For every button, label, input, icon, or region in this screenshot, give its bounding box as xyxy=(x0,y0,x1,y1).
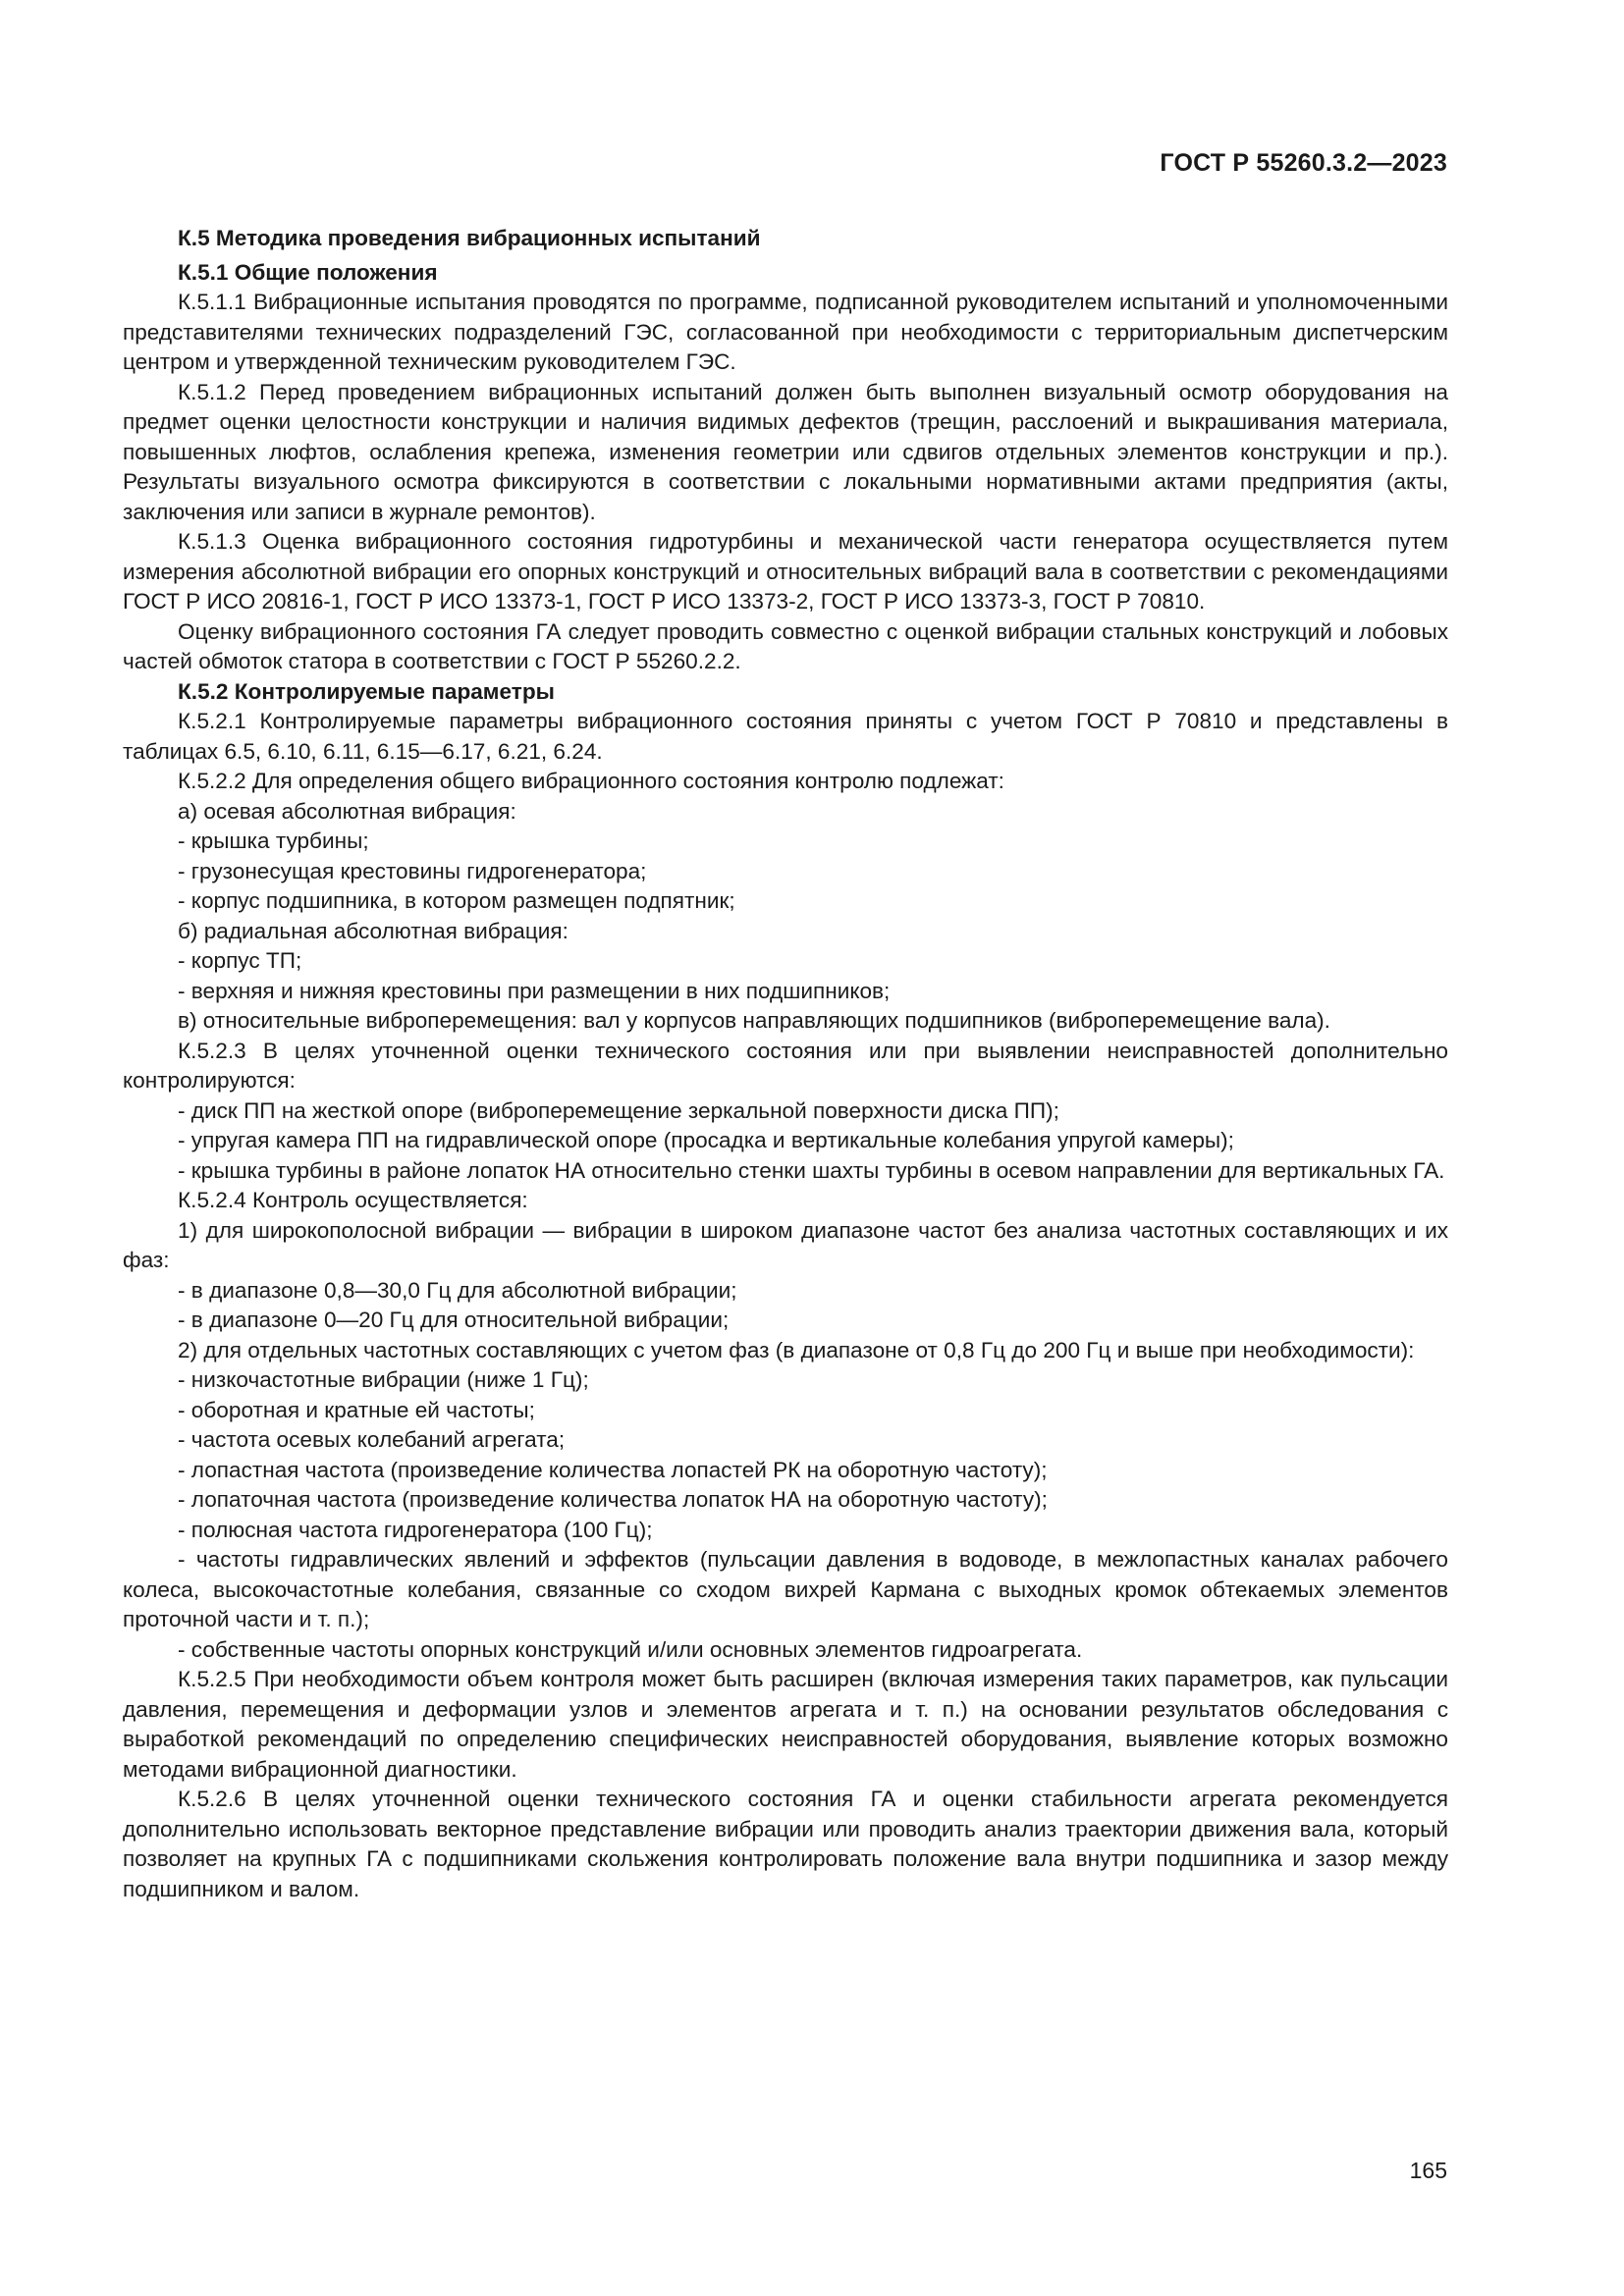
list-item: - лопаточная частота (произведение количества лопаток НА на оборотную частоту); xyxy=(178,1487,1048,1512)
list-item: - в диапазоне 0,8—30,0 Гц для абсолютной вибрации; xyxy=(178,1277,737,1303)
paragraph: К.5.2.4 Контроль осуществляется: xyxy=(178,1188,528,1212)
subsection-heading-k51: К.5.1 Общие положения xyxy=(178,259,438,285)
list-item: в) относительные виброперемещения: вал у корпусов направляющих подшипников (виброперемещение вала). xyxy=(178,1008,1330,1033)
list-item: 1) для широкополосной вибрации — вибрации в широком диапазоне частот без анализа частотных составляющих и их фаз: xyxy=(123,1217,1448,1272)
list-item: - частота осевых колебаний агрегата; xyxy=(178,1427,566,1452)
document-body xyxy=(123,224,1448,1904)
list-item: - крышка турбины в районе лопаток НА относительно стенки шахты турбины в осевом направлении для вертикальных ГА. xyxy=(178,1157,1445,1183)
list-item: - диск ПП на жесткой опоре (виброперемещение зеркальной поверхности диска ПП); xyxy=(178,1097,1059,1123)
paragraph: К.5.1.1 Вибрационные испытания проводятся по программе, подписанной руководителем испытаний и уполномоченными представителями технических подразделений ГЭС, согласованной при необходимости с территориальным диспетчерским центром и утвержденной техническим руководителем ГЭС. xyxy=(123,290,1448,374)
list-item: 2) для отдельных частотных составляющих с учетом фаз (в диапазоне от 0,8 Гц до 200 Гц и выше при необходимости): xyxy=(178,1337,1415,1362)
list-item: - крышка турбины; xyxy=(178,828,369,853)
paragraph: К.5.2.2 Для определения общего вибрационного состояния контролю подлежат: xyxy=(178,769,1004,793)
document-code-header: ГОСТ Р 55260.3.2—2023 xyxy=(1160,149,1447,177)
list-item: б) радиальная абсолютная вибрация: xyxy=(178,918,568,943)
subsection-heading-k52: К.5.2 Контролируемые параметры xyxy=(178,678,555,704)
page-number: 165 xyxy=(1409,2158,1447,2183)
list-item: - оборотная и кратные ей частоты; xyxy=(178,1397,535,1422)
list-item: - верхняя и нижняя крестовины при размещении в них подшипников; xyxy=(178,978,891,1003)
list-item: - упругая камера ПП на гидравлической опоре (просадка и вертикальные колебания упругой камеры); xyxy=(178,1128,1234,1152)
paragraph: К.5.1.2 Перед проведением вибрационных испытаний должен быть выполнен визуальный осмотр оборудования на предмет оценки целостности конструкции и наличия видимых дефектов (трещин, расслоений и выкрашивания материала, повышенных люфтов, ослабления крепежа, изменения геометрии или сдвигов отдельных элементов конструкции и пр.). Результаты визуального осмотра фиксируются в соответствии с локальными нормативными актами предприятия (акты, заключения или записи в журнале ремонтов). xyxy=(123,379,1448,524)
paragraph: К.5.2.5 При необходимости объем контроля может быть расширен (включая измерения таких параметров, как пульсации давления, перемещения и деформации узлов и элементов агрегата и т. п.) на основании результатов обследования с выработкой рекомендаций по определению специфических неисправностей оборудования, выявление которых возможно методами вибрационной диагностики. xyxy=(123,1667,1448,1782)
list-item: - в диапазоне 0—20 Гц для относительной вибрации; xyxy=(178,1308,730,1332)
list-item: - лопастная частота (произведение количества лопастей РК на оборотную частоту); xyxy=(178,1457,1048,1482)
paragraph: К.5.2.1 Контролируемые параметры вибрационного состояния приняты с учетом ГОСТ Р 70810 и представлены в таблицах 6.5, 6.10, 6.11, 6.15—6.17, 6.21, 6.24. xyxy=(123,709,1448,764)
list-item: - низкочастотные вибрации (ниже 1 Гц); xyxy=(178,1367,589,1392)
section-heading-k5: К.5 Методика проведения вибрационных испытаний xyxy=(178,226,761,250)
list-item: - корпус ТП; xyxy=(178,948,302,973)
paragraph: Оценку вибрационного состояния ГА следует проводить совместно с оценкой вибрации стальных конструкций и лобовых частей обмоток статора в соответствии с ГОСТ Р 55260.2.2. xyxy=(123,618,1448,673)
list-item: - полюсная частота гидрогенератора (100 Гц); xyxy=(178,1517,653,1542)
list-item: - грузонесущая крестовины гидрогенератора; xyxy=(178,858,647,883)
paragraph: К.5.2.3 В целях уточненной оценки технического состояния или при выявлении неисправностей дополнительно контролируются: xyxy=(123,1038,1448,1093)
list-item: - собственные частоты опорных конструкций и/или основных элементов гидроагрегата. xyxy=(178,1636,1083,1662)
list-item: - корпус подшипника, в котором размещен подпятник; xyxy=(178,888,735,913)
paragraph: К.5.2.6 В целях уточненной оценки технического состояния ГА и оценки стабильности агрегата рекомендуется дополнительно использовать векторное представление вибрации или проводить анализ траектории движения вала, который позволяет на крупных ГА с подшипниками скольжения контролировать положение вала внутри подшипника и зазор между подшипником и валом. xyxy=(123,1787,1448,1901)
list-item: - частоты гидравлических явлений и эффектов (пульсации давления в водоводе, в межлопастных каналах рабочего колеса, высокочастотные колебания, связанные со сходом вихрей Кармана с выходных кромок обтекаемых элементов проточной части и т. п.); xyxy=(123,1547,1448,1631)
list-item: а) осевая абсолютная вибрация: xyxy=(178,798,516,824)
paragraph: К.5.1.3 Оценка вибрационного состояния гидротурбины и механической части генератора осуществляется путем измерения абсолютной вибрации его опорных конструкций и относительных вибраций вала в соответствии с рекомендациями ГОСТ Р ИСО 20816-1, ГОСТ Р ИСО 13373-1, ГОСТ Р ИСО 13373-2, ГОСТ Р ИСО 13373-3, ГОСТ Р 70810. xyxy=(123,529,1448,614)
